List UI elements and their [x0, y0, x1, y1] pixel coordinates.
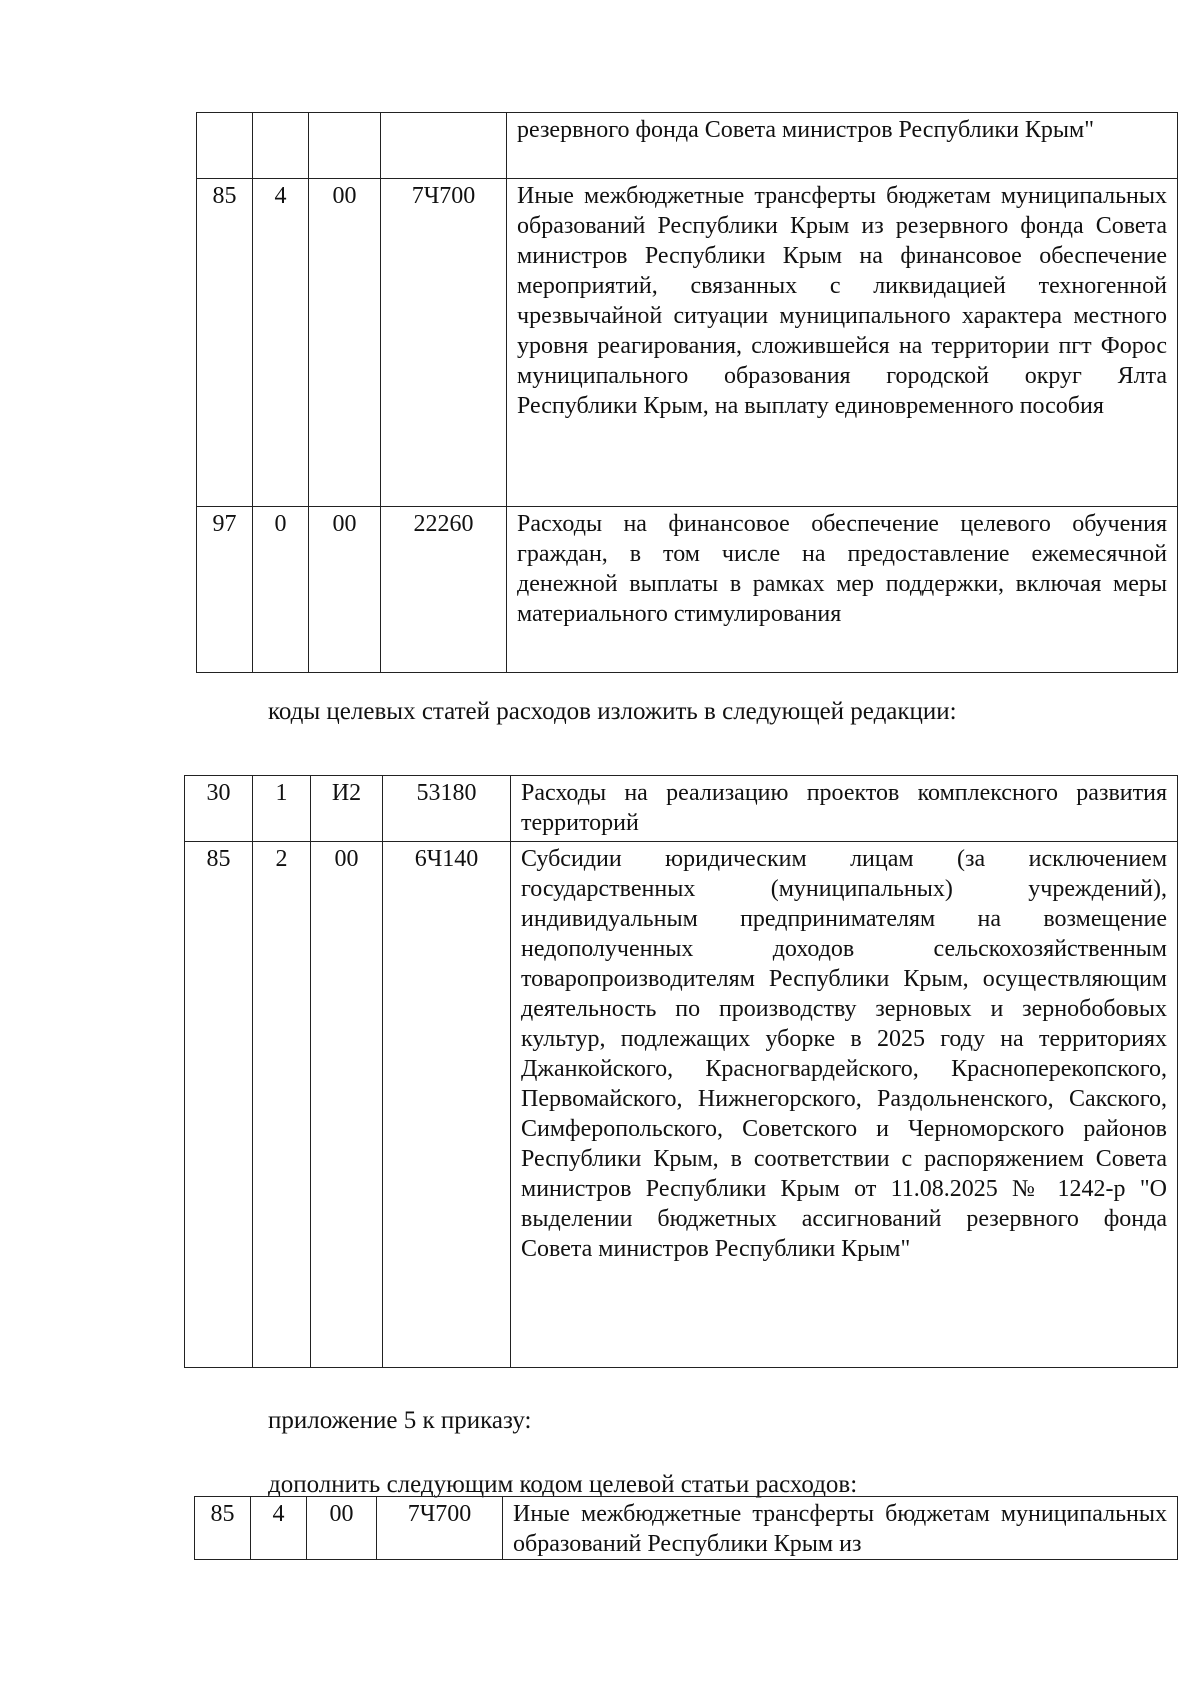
row-description: Расходы на реализацию проектов комплексного развития территорий — [511, 776, 1178, 842]
code-part-4: 7Ч700 — [381, 179, 507, 507]
instruction-paragraph-1: коды целевых статей расходов изложить в следующей редакции: — [268, 698, 957, 725]
code-part-2: 2 — [253, 842, 311, 1368]
instruction-paragraph-3: дополнить следующим кодом целевой статьи расходов: — [268, 1471, 858, 1498]
code-part-1: 97 — [197, 507, 253, 673]
table-row — [197, 179, 1178, 507]
table-row — [197, 113, 1178, 179]
row-description: Иные межбюджетные трансферты бюджетам муниципальных образований Республики Крым из резервного фонда Совета министров Республики Крым на финансовое обеспечение мероприятий, связанных с ликвидацией техногенной чрезвычайной ситуации муниципального характера местного уровня реагирования, сложившейся на территории пгт Форос муниципального образования городской округ Ялта Республики Крым, на выплату единовременного пособия — [507, 179, 1178, 507]
row-description: Иные межбюджетные трансферты бюджетам муниципальных образований Республики Крым из — [503, 1497, 1178, 1560]
table-row — [185, 842, 1178, 1368]
row-description: резервного фонда Совета министров Республики Крым" — [507, 113, 1178, 179]
code-part-3: 00 — [309, 179, 381, 507]
table-row — [185, 776, 1178, 842]
budget-table-2 — [184, 775, 1178, 1368]
code-part-3: И2 — [311, 776, 383, 842]
code-part-4: 53180 — [383, 776, 511, 842]
code-part-1: 85 — [195, 1497, 251, 1560]
code-part-2: 1 — [253, 776, 311, 842]
code-part-1: 85 — [185, 842, 253, 1368]
table-row — [195, 1497, 1178, 1560]
code-part-3: 00 — [307, 1497, 377, 1560]
code-part-4: 6Ч140 — [383, 842, 511, 1368]
code-part-1 — [197, 113, 253, 179]
row-description: Расходы на финансовое обеспечение целевого обучения граждан, в том числе на предоставление ежемесячной денежной выплаты в рамках мер поддержки, включая меры материального стимулирования — [507, 507, 1178, 673]
code-part-1: 85 — [197, 179, 253, 507]
code-part-1: 30 — [185, 776, 253, 842]
code-part-2: 0 — [253, 507, 309, 673]
code-part-4: 7Ч700 — [377, 1497, 503, 1560]
code-part-2: 4 — [251, 1497, 307, 1560]
code-part-2 — [253, 113, 309, 179]
budget-table-1 — [196, 112, 1178, 673]
instruction-paragraph-2: приложение 5 к приказу: — [268, 1407, 532, 1434]
code-part-4: 22260 — [381, 507, 507, 673]
code-part-3 — [309, 113, 381, 179]
table-row — [197, 507, 1178, 673]
budget-table-3 — [194, 1496, 1178, 1560]
code-part-3: 00 — [309, 507, 381, 673]
row-description: Субсидии юридическим лицам (за исключением государственных (муниципальных) учреждений), индивидуальным предпринимателям на возмещение недополученных доходов сельскохозяйственным товаропроизводителям Республики Крым, осуществляющим деятельность по производству зерновых и зернобобовых культур, подлежащих уборке в 2025 году на территориях Джанкойского, Красногвардейского, Красноперекопского, Первомайского, Нижнегорского, Раздольненского, Сакского, Симферопольского, Советского и Черноморского районов Республики Крым, в соответствии с распоряжением Совета министров Республики Крым от 11.08.2025 № 1242-р "О выделении бюджетных ассигнований резервного фонда Совета министров Республики Крым" — [511, 842, 1178, 1368]
code-part-3: 00 — [311, 842, 383, 1368]
code-part-4 — [381, 113, 507, 179]
code-part-2: 4 — [253, 179, 309, 507]
